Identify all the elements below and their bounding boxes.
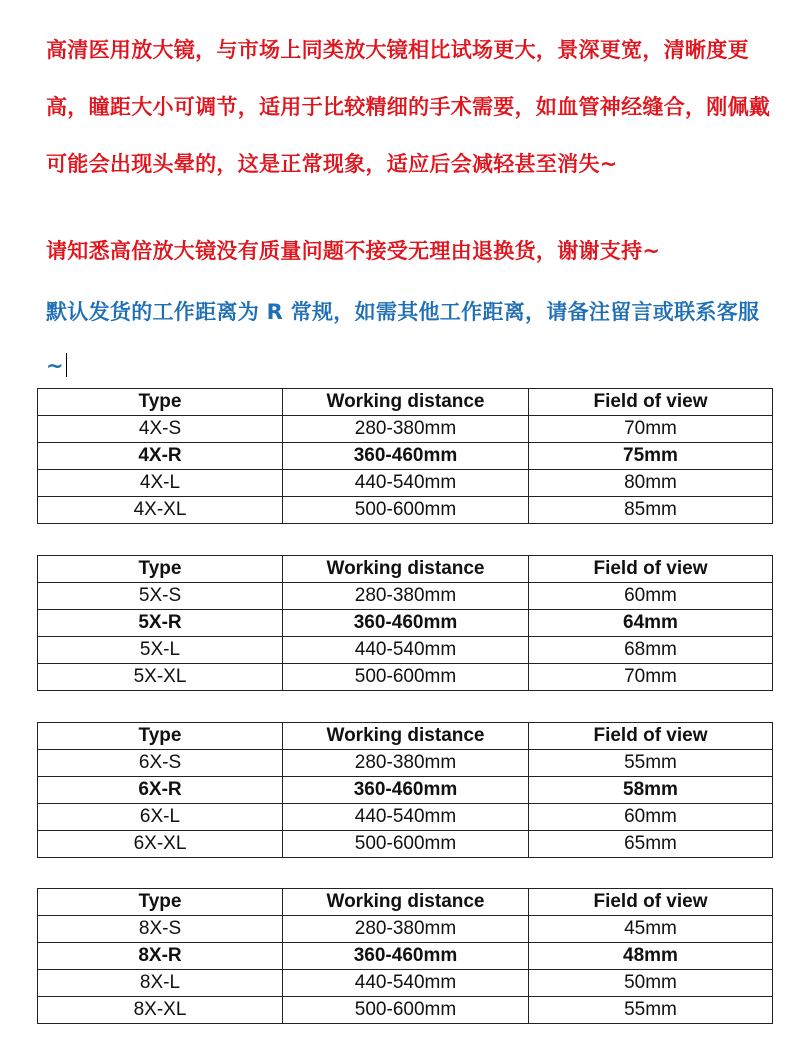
cell-working-distance: 440-540mm [283,637,529,664]
notice-working-distance [46,285,776,393]
table-header-row [38,889,773,916]
cell-working-distance: 280-380mm [283,583,529,610]
cell-working-distance: 440-540mm [283,470,529,497]
header-working-distance: Working distance [283,723,529,750]
spec-table-6x [37,722,773,858]
cell-type: 8X-L [38,970,283,997]
header-working-distance: Working distance [283,556,529,583]
header-type: Type [38,889,283,916]
header-type: Type [38,556,283,583]
table-header-row [38,389,773,416]
table-header-row [38,723,773,750]
cell-type: 4X-L [38,470,283,497]
cell-field-of-view: 50mm [529,970,773,997]
cell-type: 5X-L [38,637,283,664]
cell-type: 5X-S [38,583,283,610]
table-row [38,970,773,997]
text-cursor [66,353,67,377]
cell-working-distance: 280-380mm [283,750,529,777]
spec-table-8x [37,888,773,1024]
cell-type: 8X-XL [38,997,283,1024]
cell-type: 4X-XL [38,497,283,524]
header-field-of-view: Field of view [529,723,773,750]
notice-description-text: 高清医用放大镜，与市场上同类放大镜相比试场更大，景深更宽，清晰度更高，瞳距大小可调节，适用于比较精细的手术需要，如血管神经缝合，刚佩戴可能会出现头晕的，这是正常现象，适应后会减轻甚至消失~ [46,38,771,176]
cell-type: 8X-S [38,916,283,943]
table-header-row [38,556,773,583]
spec-table-5x [37,555,773,691]
table-row [38,416,773,443]
cell-type: 6X-R [38,777,283,804]
cell-working-distance: 500-600mm [283,831,529,858]
header-working-distance: Working distance [283,889,529,916]
table-row [38,664,773,691]
cell-type: 4X-S [38,416,283,443]
cell-type: 5X-XL [38,664,283,691]
table-row [38,497,773,524]
cell-type: 4X-R [38,443,283,470]
cell-field-of-view: 48mm [529,943,773,970]
notice-return-policy-text: 请知悉高倍放大镜没有质量问题不接受无理由退换货，谢谢支持~ [46,239,661,263]
cell-working-distance: 500-600mm [283,664,529,691]
table-row [38,610,773,637]
table-row [38,943,773,970]
table-row [38,583,773,610]
header-field-of-view: Field of view [529,389,773,416]
notice-return-policy [46,235,776,267]
cell-field-of-view: 60mm [529,583,773,610]
cell-type: 6X-L [38,804,283,831]
cell-type: 6X-XL [38,831,283,858]
cell-field-of-view: 85mm [529,497,773,524]
spec-table-4x [37,388,773,524]
cell-field-of-view: 70mm [529,664,773,691]
cell-working-distance: 440-540mm [283,804,529,831]
notice-working-distance-text: 默认发货的工作距离为 R 常规，如需其他工作距离，请备注留言或联系客服~ [46,300,760,378]
cell-working-distance: 360-460mm [283,443,529,470]
cell-field-of-view: 60mm [529,804,773,831]
notice-description [46,22,776,193]
cell-field-of-view: 64mm [529,610,773,637]
header-field-of-view: Field of view [529,556,773,583]
cell-working-distance: 440-540mm [283,970,529,997]
table-row [38,804,773,831]
cell-field-of-view: 58mm [529,777,773,804]
table-row [38,470,773,497]
cell-field-of-view: 65mm [529,831,773,858]
table-row [38,916,773,943]
table-row [38,777,773,804]
cell-working-distance: 500-600mm [283,497,529,524]
cell-field-of-view: 68mm [529,637,773,664]
cell-field-of-view: 80mm [529,470,773,497]
cell-working-distance: 360-460mm [283,777,529,804]
cell-field-of-view: 55mm [529,750,773,777]
cell-working-distance: 500-600mm [283,997,529,1024]
header-field-of-view: Field of view [529,889,773,916]
cell-field-of-view: 45mm [529,916,773,943]
cell-working-distance: 360-460mm [283,610,529,637]
table-row [38,637,773,664]
header-type: Type [38,389,283,416]
cell-type: 8X-R [38,943,283,970]
cell-working-distance: 280-380mm [283,916,529,943]
header-working-distance: Working distance [283,389,529,416]
table-row [38,997,773,1024]
cell-working-distance: 360-460mm [283,943,529,970]
table-row [38,750,773,777]
cell-field-of-view: 70mm [529,416,773,443]
table-row [38,831,773,858]
cell-working-distance: 280-380mm [283,416,529,443]
header-type: Type [38,723,283,750]
table-row [38,443,773,470]
cell-type: 6X-S [38,750,283,777]
cell-type: 5X-R [38,610,283,637]
cell-field-of-view: 55mm [529,997,773,1024]
cell-field-of-view: 75mm [529,443,773,470]
